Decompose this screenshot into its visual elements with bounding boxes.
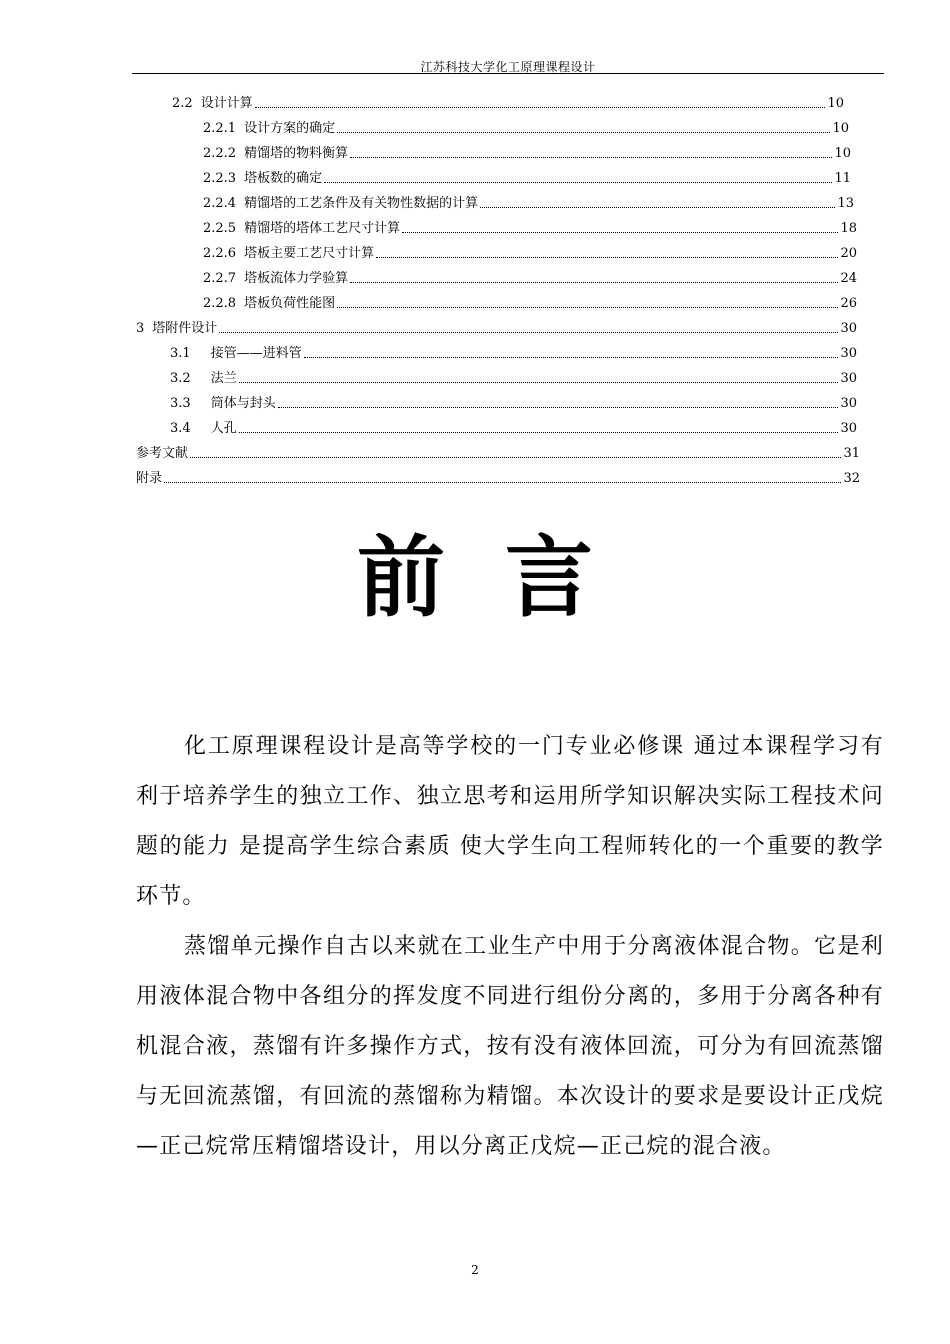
toc-leader xyxy=(337,122,830,133)
toc-page: 20 xyxy=(840,246,857,261)
header-rule xyxy=(132,73,884,74)
toc-title: 法兰 xyxy=(210,371,237,386)
toc-leader xyxy=(278,397,839,408)
toc-page: 30 xyxy=(840,371,857,386)
toc-leader xyxy=(480,197,835,208)
running-header: 江苏科技大学化工原理课程设计 xyxy=(420,60,596,74)
toc-leader xyxy=(350,272,838,283)
toc-number: 2.2.2 xyxy=(203,146,237,161)
toc-page: 30 xyxy=(840,321,857,336)
toc-page: 11 xyxy=(834,171,851,186)
toc-leader xyxy=(402,222,838,233)
toc-number: 3.1 xyxy=(170,346,191,361)
toc-page: 30 xyxy=(840,421,857,436)
toc-number: 2.2.8 xyxy=(203,296,237,311)
toc-leader xyxy=(164,472,841,483)
toc-title: 塔附件设计 xyxy=(152,321,218,336)
toc-number: 3.3 xyxy=(170,396,191,411)
toc-title: 塔板数的确定 xyxy=(244,171,323,186)
toc-title: 设计方案的确定 xyxy=(244,121,336,136)
toc-title: 精馏塔的工艺条件及有关物性数据的计算 xyxy=(244,196,479,211)
toc-leader xyxy=(324,172,832,183)
toc-page: 10 xyxy=(834,146,851,161)
toc-leader xyxy=(190,447,841,458)
toc-number: 2.2.1 xyxy=(203,121,237,136)
preface-paragraph: 化工原理课程设计是高等学校的一门专业必修课 通过本课程学习有利于培养学生的独立工作、独立思考和运用所学知识解决实际工程技术问题的能力 是提高学生综合素质 使大学生向工程师转化的一个重要的教学环节。 xyxy=(136,734,884,909)
toc-leader xyxy=(219,322,838,333)
preface-paragraph: 蒸馏单元操作自古以来就在工业生产中用于分离液体混合物。它是利用液体混合物中各组分的挥发度不同进行组份分离的，多用于分离各种有机混合液，蒸馏有许多操作方式，按有没有液体回流，可分为有回流蒸馏与无回流蒸馏，有回流的蒸馏称为精馏。本次设计的要求是要设计正戊烷—正己烷常压精馏塔设计，用以分离正戊烷—正己烷的混合液。 xyxy=(136,934,884,1159)
toc-number: 2.2.5 xyxy=(203,221,237,236)
toc-entry[interactable] xyxy=(203,167,851,187)
toc-number: 2.2.3 xyxy=(203,171,237,186)
toc-entry[interactable] xyxy=(136,467,860,487)
toc-entry[interactable] xyxy=(170,367,857,387)
toc-leader xyxy=(337,297,838,308)
toc-number: 3.4 xyxy=(170,421,191,436)
toc-leader xyxy=(239,422,839,433)
toc-entry[interactable] xyxy=(203,242,857,262)
toc-leader xyxy=(304,347,839,358)
toc-entry[interactable] xyxy=(203,267,857,287)
toc-title: 人孔 xyxy=(210,421,237,436)
toc-title: 塔板主要工艺尺寸计算 xyxy=(244,246,375,261)
toc-page: 18 xyxy=(840,221,857,236)
toc-entry[interactable] xyxy=(203,142,851,162)
toc-title: 塔板负荷性能图 xyxy=(244,296,336,311)
toc-number: 3 xyxy=(136,321,145,336)
toc-number: 2.2.4 xyxy=(203,196,237,211)
toc-entry[interactable] xyxy=(203,292,857,312)
toc-leader xyxy=(255,97,826,108)
toc-page: 31 xyxy=(843,446,860,461)
toc-page: 32 xyxy=(843,471,860,486)
toc-title: 精馏塔的物料衡算 xyxy=(244,146,349,161)
toc-leader xyxy=(239,372,839,383)
toc-page: 30 xyxy=(840,396,857,411)
preface-title: 前言 xyxy=(356,525,653,629)
toc-leader xyxy=(350,147,832,158)
toc-page: 10 xyxy=(832,121,849,136)
toc-title: 设计计算 xyxy=(200,96,253,111)
toc-title: 接管——进料管 xyxy=(210,346,302,361)
toc-entry[interactable] xyxy=(170,342,857,362)
toc-entry[interactable] xyxy=(203,217,857,237)
toc-number: 3.2 xyxy=(170,371,191,386)
toc-number: 2.2.6 xyxy=(203,246,237,261)
toc-entry[interactable] xyxy=(170,417,857,437)
toc-title: 塔板流体力学验算 xyxy=(244,271,349,286)
toc-page: 30 xyxy=(840,346,857,361)
toc-title: 筒体与封头 xyxy=(210,396,276,411)
toc-entry[interactable] xyxy=(203,192,854,212)
toc-entry[interactable] xyxy=(172,92,844,112)
toc-number: 2.2.7 xyxy=(203,271,237,286)
page-number: 2 xyxy=(471,1263,479,1277)
toc-title: 附录 xyxy=(136,471,163,486)
toc-entry[interactable] xyxy=(136,442,860,462)
toc-page: 13 xyxy=(837,196,854,211)
toc-number: 2.2 xyxy=(172,96,193,111)
toc-title: 参考文献 xyxy=(136,446,189,461)
toc-page: 10 xyxy=(827,96,844,111)
toc-page: 26 xyxy=(840,296,857,311)
toc-leader xyxy=(376,247,838,258)
toc-page: 24 xyxy=(840,271,857,286)
toc-entry[interactable] xyxy=(136,317,857,337)
toc-entry[interactable] xyxy=(170,392,857,412)
toc-title: 精馏塔的塔体工艺尺寸计算 xyxy=(244,221,401,236)
toc-entry[interactable] xyxy=(203,117,849,137)
